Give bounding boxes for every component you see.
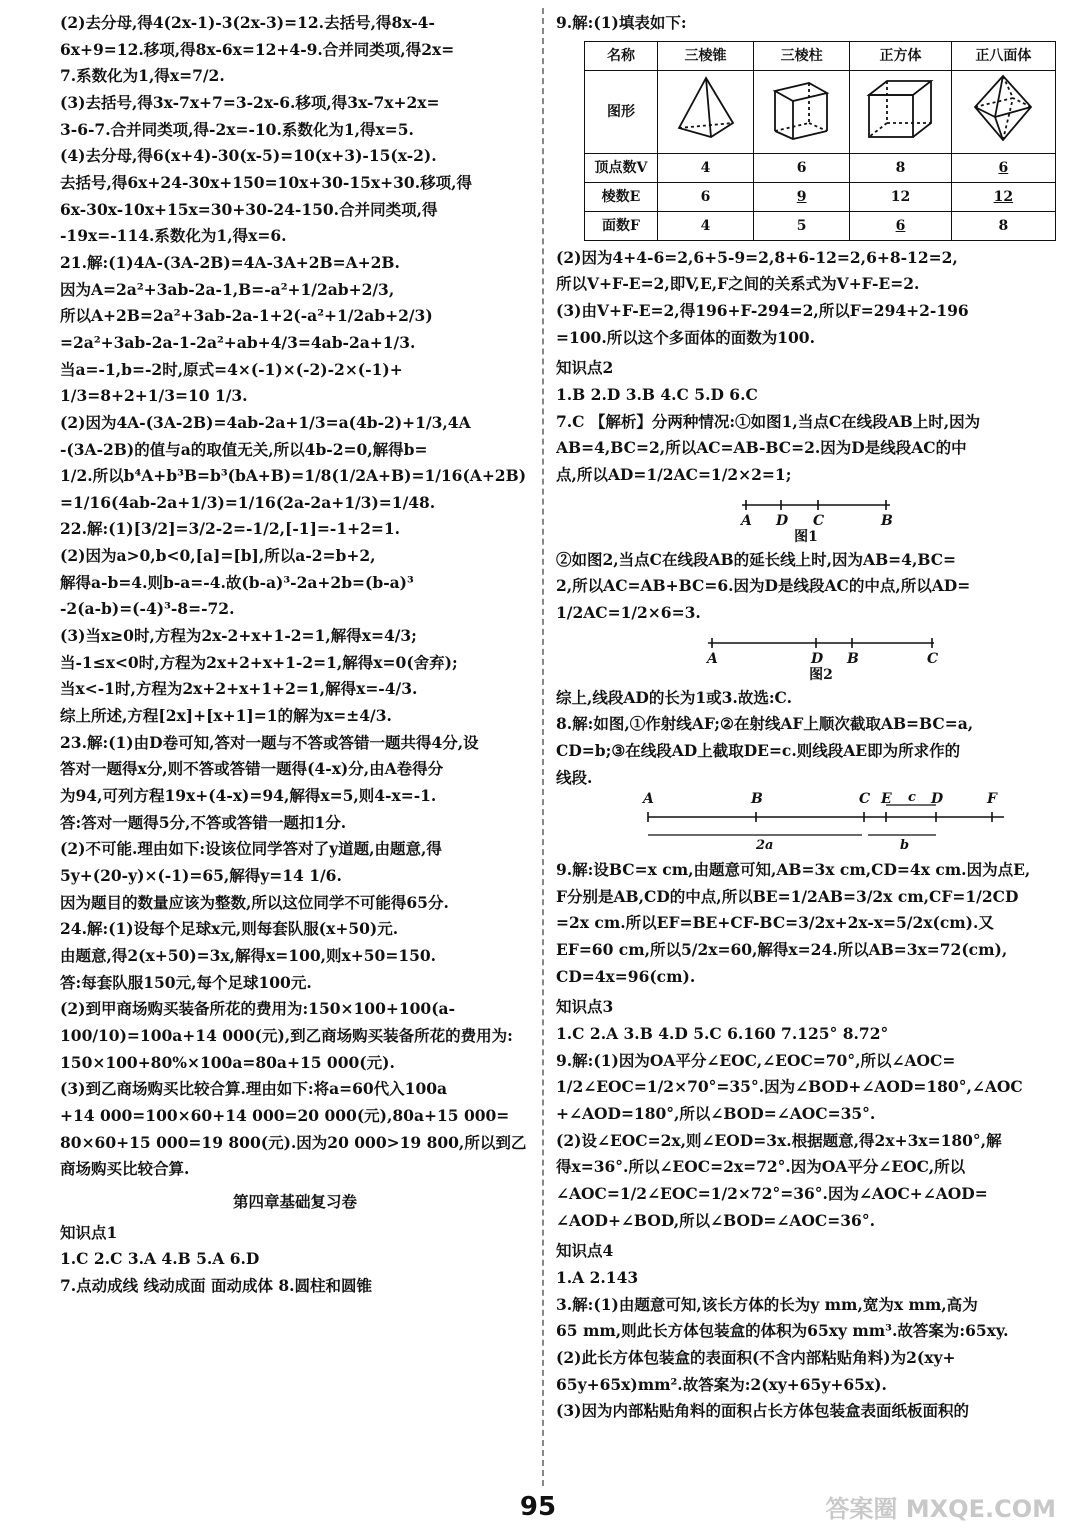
text-line: 5y+(20-y)×(-1)=65,解得y=14 1/6. bbox=[60, 866, 342, 885]
text-line: 23.解:(1)由D卷可知,答对一题与不答或答错一题共得4分,设 bbox=[60, 732, 479, 752]
table-shape-row bbox=[585, 70, 1056, 153]
point-label: D bbox=[811, 650, 824, 667]
text-line: AB=4,BC=2,所以AC=AB-BC=2.因为D是线段AC的中 bbox=[556, 438, 967, 458]
text-line: 1/2AC=1/2×6=3. bbox=[556, 602, 701, 622]
text-line: 答:答对一题得5分,不答或答错一题扣1分. bbox=[60, 812, 347, 832]
text-line: 所以V+F-E=2,即V,E,F之间的关系式为V+F-E=2. bbox=[556, 274, 920, 294]
text-line: (3)当x≥0时,方程为2x-2+x+1-2=1,解得x=4/3; bbox=[60, 626, 417, 646]
table-cell bbox=[850, 211, 952, 240]
text-line: (2)去分母,得4(2x-1)-3(2x-3)=12.去括号,得8x-4- bbox=[60, 13, 435, 32]
text-line: 综上所述,方程[2x]+[x+1]=1的解为x=±4/3. bbox=[60, 706, 392, 726]
table-header-cell: 正八面体 bbox=[951, 41, 1055, 70]
table-cell bbox=[850, 182, 952, 211]
table-cell bbox=[754, 153, 850, 182]
table-cell bbox=[657, 153, 753, 182]
text-line: 6x-30x-10x+15x=30+30-24-150.合并同类项,得 bbox=[60, 199, 438, 219]
table-cell bbox=[657, 211, 753, 240]
text-line: 解得a-b=4.则b-a=-4.故(b-a)³-2a+2b=(b-a)³ bbox=[60, 572, 414, 592]
text-line: -2(a-b)=(-4)³-8=-72. bbox=[60, 599, 235, 619]
table-header-cell: 三棱柱 bbox=[754, 41, 850, 70]
point-label: A bbox=[643, 791, 654, 808]
text-line: 1/2.所以b⁴A+b³B=b³(bA+B)=1/8(1/2A+B)=1/16(A+2B) bbox=[60, 466, 527, 486]
point-label: A bbox=[741, 512, 752, 529]
text-line: ②如图2,当点C在线段AB的延长线上时,因为AB=4,BC= bbox=[556, 549, 957, 569]
point-label: B bbox=[847, 650, 859, 667]
cell-value: 12 bbox=[993, 188, 1014, 205]
table-header-cell: 三棱锥 bbox=[657, 41, 753, 70]
kp3-title: 知识点3 bbox=[556, 997, 614, 1017]
text-line: 24.解:(1)设每个足球x元,则每套队服(x+50)元. bbox=[60, 919, 399, 939]
right-column bbox=[556, 10, 1064, 1425]
text-line: 1/2∠EOC=1/2×70°=35°.因为∠BOD+∠AOD=180°,∠AOC bbox=[556, 1077, 1023, 1097]
cell-value: 6 bbox=[796, 159, 807, 176]
left-text-lines bbox=[60, 10, 530, 1183]
text-line: -(3A-2B)的值与a的取值无关,所以4b-2=0,解得b= bbox=[60, 439, 428, 459]
text-line: 1.C 2.A 3.B 4.D 5.C 6.160 7.125° 8.72° bbox=[556, 1024, 889, 1044]
text-line: 9.解:(1)因为OA平分∠EOC,∠EOC=70°,所以∠AOC= bbox=[556, 1050, 956, 1070]
text-line: (4)去分母,得6(x+4)-30(x-5)=10(x+3)-15(x-2). bbox=[60, 146, 437, 166]
cell-value: 9 bbox=[796, 188, 807, 205]
text-line: (2)不可能.理由如下:设该位同学答对了y道题,由题意,得 bbox=[60, 839, 442, 859]
point-label: C bbox=[927, 650, 939, 667]
point-label: D bbox=[931, 791, 944, 808]
q9-intro: 9.解:(1)填表如下: bbox=[556, 13, 687, 32]
table-cell bbox=[850, 153, 952, 182]
table-row bbox=[585, 153, 1056, 182]
text-line: =1/16(4ab-2a+1/3)=1/16(2a-2a+1/3)=1/48. bbox=[60, 492, 436, 512]
triangular-prism-figure bbox=[754, 70, 850, 153]
text-line: CD=b;③在线段AD上截取DE=c.则线段AE即为所求作的 bbox=[556, 740, 961, 760]
table-cell bbox=[754, 182, 850, 211]
point-label: A bbox=[707, 650, 718, 667]
text-line: (3)去括号,得3x-7x+7=3-2x-6.移项,得3x-7x+2x= bbox=[60, 92, 440, 112]
text-line: (2)此长方体包装盒的表面积(不含内部粘贴角料)为2(xy+ bbox=[556, 1347, 956, 1367]
kp4-answers bbox=[556, 1265, 1064, 1425]
point-label: D bbox=[776, 512, 789, 529]
text-line: 因为A=2a²+3ab-2a-1,B=-a²+1/2ab+2/3, bbox=[60, 279, 395, 299]
text-line: 8.解:如图,①作射线AF;②在射线AF上顺次截取AB=BC=a, bbox=[556, 714, 974, 734]
polyhedron-table bbox=[584, 41, 1056, 241]
row-label: 面数F bbox=[585, 211, 658, 240]
q8-lines bbox=[556, 685, 1064, 792]
text-line: 1.A 2.143 bbox=[556, 1268, 639, 1287]
column-divider bbox=[542, 8, 544, 1486]
point-label: B bbox=[881, 512, 893, 529]
table-header-row bbox=[585, 41, 1056, 70]
text-line: ∠AOD+∠BOD,所以∠BOD=∠AOC=36°. bbox=[556, 1210, 875, 1230]
text-line: F分别是AB,CD的中点,所以BE=1/2AB=3/2x cm,CF=1/2CD bbox=[556, 886, 1019, 906]
segment-mark: b bbox=[900, 838, 910, 854]
text-line: =2x cm.所以EF=BE+CF-BC=3/2x+2x-x=5/2x(cm).又 bbox=[556, 913, 994, 933]
text-line: 所以A+2B=2a²+3ab-2a-1+2(-a²+1/2ab+2/3) bbox=[60, 306, 433, 326]
text-line: =2a²+3ab-2a-1-2a²+ab+4/3=4ab-2a+1/3. bbox=[60, 332, 416, 352]
text-line: 去括号,得6x+24-30x+150=10x+30-15x+30.移项,得 bbox=[60, 172, 473, 192]
table-row bbox=[585, 182, 1056, 211]
kp3-answers bbox=[556, 1021, 1064, 1234]
table-header-cell: 正方体 bbox=[850, 41, 952, 70]
text-line: +∠AOD=180°,所以∠BOD=∠AOC=35°. bbox=[556, 1104, 876, 1124]
cell-value: 4 bbox=[700, 159, 711, 176]
text-line: (2)因为4+4-6=2,6+5-9=2,8+6-12=2,6+8-12=2, bbox=[556, 247, 958, 267]
text-line: 65 mm,则此长方体包装盒的体积为65xy mm³.故答案为:65xy. bbox=[556, 1321, 1009, 1341]
text-line: 商场购买比较合算. bbox=[60, 1159, 190, 1179]
figure-2-caption: 图2 bbox=[809, 666, 833, 683]
text-line: EF=60 cm,所以5/2x=60,解得x=24.所以AB=3x=72(cm), bbox=[556, 940, 1008, 960]
segment-mark: c bbox=[908, 791, 916, 806]
row-label: 顶点数V bbox=[585, 153, 658, 182]
cell-value: 4 bbox=[700, 217, 711, 234]
text-line: 答对一题得x分,则不答或答错一题得(4-x)分,由A卷得分 bbox=[60, 759, 444, 779]
text-line: 21.解:(1)4A-(3A-2B)=4A-3A+2B=A+2B. bbox=[60, 252, 400, 272]
text-line: (2)因为a>0,b<0,[a]=[b],所以a-2=b+2, bbox=[60, 546, 376, 566]
text-line: (3)到乙商场购买比较合算.理由如下:将a=60代入100a bbox=[60, 1079, 448, 1099]
text-line: CD=4x=96(cm). bbox=[556, 966, 696, 986]
point-label: C bbox=[813, 512, 825, 529]
point-label: C bbox=[859, 791, 871, 808]
text-line: 65y+65x)mm².故答案为:2(xy+65y+65x). bbox=[556, 1374, 887, 1394]
figure-1-caption: 图1 bbox=[794, 528, 818, 545]
text-line: +14 000=100×60+14 000=20 000(元),80a+15 000= bbox=[60, 1105, 510, 1125]
text-line: -19x=-114.系数化为1,得x=6. bbox=[60, 226, 287, 246]
octahedron-figure bbox=[951, 70, 1055, 153]
text-line: 80×60+15 000=19 800(元).因为20 000>19 800,所以到乙 bbox=[60, 1132, 527, 1152]
text-line: (3)由V+F-E=2,得196+F-294=2,所以F=294+2-196 bbox=[556, 300, 969, 320]
text-line: 由题意,得2(x+50)=3x,解得x=100,则x+50=150. bbox=[60, 945, 437, 965]
point-label: B bbox=[751, 791, 763, 808]
text-line: 100/10)=100a+14 000(元),到乙商场购买装备所花的费用为: bbox=[60, 1025, 513, 1045]
cell-value: 6 bbox=[700, 188, 711, 205]
text-line: 2,所以AC=AB+BC=6.因为D是线段AC的中点,所以AD= bbox=[556, 576, 971, 596]
q9b-lines bbox=[556, 857, 1064, 990]
point-label: E bbox=[881, 791, 892, 808]
text-line: (2)因为4A-(3A-2B)=4ab-2a+1/3=a(4b-2)+1/3,4A bbox=[60, 412, 471, 432]
kp1-answers bbox=[60, 1246, 530, 1299]
row-label: 棱数E bbox=[585, 182, 658, 211]
text-line: 当x<-1时,方程为2x+2+x+1+2=1,解得x=-4/3. bbox=[60, 679, 418, 699]
cell-value: 8 bbox=[998, 217, 1009, 234]
text-line: 1/3=8+2+1/3=10 1/3. bbox=[60, 386, 248, 406]
text-line: 答:每套队服150元,每个足球100元. bbox=[60, 972, 312, 992]
kp2-answers bbox=[556, 382, 1064, 489]
text-line: 综上,线段AD的长为1或3.故选:C. bbox=[556, 687, 793, 707]
q9-answer-lines bbox=[556, 245, 1064, 352]
cell-value: 6 bbox=[998, 159, 1009, 176]
table-cell bbox=[951, 211, 1055, 240]
point-label: F bbox=[987, 791, 997, 808]
page-number: 95 bbox=[519, 1492, 557, 1522]
text-line: 1.C 2.C 3.A 4.B 5.A 6.D bbox=[60, 1249, 260, 1269]
text-line: ∠AOC=1/2∠EOC=1/2×72°=36°.因为∠AOC+∠AOD= bbox=[556, 1184, 988, 1204]
cell-value: 12 bbox=[890, 188, 911, 205]
text-line: 当-1≤x<0时,方程为2x+2+x+1-2=1,解得x=0(舍弃); bbox=[60, 652, 458, 672]
table-cell bbox=[951, 182, 1055, 211]
table-cell bbox=[657, 182, 753, 211]
cell-value: 5 bbox=[796, 217, 807, 234]
text-line: 当a=-1,b=-2时,原式=4×(-1)×(-2)-2×(-1)+ bbox=[60, 359, 403, 379]
text-line: 因为题目的数量应该为整数,所以这位同学不可能得65分. bbox=[60, 892, 449, 912]
text-line: (3)因为内部粘贴角料的面积占长方体包装盒表面纸板面积的 bbox=[556, 1401, 969, 1421]
table-cell bbox=[951, 153, 1055, 182]
cell-value: 8 bbox=[895, 159, 906, 176]
text-line: 得x=36°.所以∠EOC=2x=72°.因为OA平分∠EOC,所以 bbox=[556, 1157, 966, 1177]
figure-3 bbox=[556, 791, 1064, 857]
segment-mark: 2a bbox=[756, 838, 774, 854]
kp4-title: 知识点4 bbox=[556, 1241, 614, 1261]
text-line: 为94,可列方程19x+(4-x)=94,解得x=5,则4-x=-1. bbox=[60, 786, 437, 806]
kp2-title: 知识点2 bbox=[556, 358, 614, 378]
text-line: 1.B 2.D 3.B 4.C 5.D 6.C bbox=[556, 384, 758, 404]
text-line: 7.点动成线 线动成面 面动成体 8.圆柱和圆锥 bbox=[60, 1275, 373, 1295]
tetrahedron-figure bbox=[657, 70, 753, 153]
watermark: 答案圈 MXQE.COM bbox=[825, 1495, 1056, 1523]
left-column bbox=[60, 10, 530, 1300]
text-line: 点,所以AD=1/2AC=1/2×2=1; bbox=[556, 464, 792, 484]
cell-value: 6 bbox=[895, 217, 906, 234]
table-header-cell: 名称 bbox=[585, 41, 658, 70]
cube-figure bbox=[850, 70, 952, 153]
text-line: (2)设∠EOC=2x,则∠EOD=3x.根据题意,得2x+3x=180°,解 bbox=[556, 1130, 1002, 1150]
text-line: 150×100+80%×100a=80a+15 000(元). bbox=[60, 1052, 395, 1072]
text-line: 7.系数化为1,得x=7/2. bbox=[60, 66, 225, 86]
text-line: 9.解:设BC=x cm,由题意可知,AB=3x cm,CD=4x cm.因为点E, bbox=[556, 860, 1031, 880]
kp1-title: 知识点1 bbox=[60, 1222, 118, 1242]
table-row bbox=[585, 211, 1056, 240]
q7-case2-lines bbox=[556, 547, 1064, 627]
text-line: 3-6-7.合并同类项,得-2x=-10.系数化为1,得x=5. bbox=[60, 119, 414, 139]
text-line: 22.解:(1)[3/2]=3/2-2=-1/2,[-1]=-1+2=1. bbox=[60, 519, 401, 539]
text-line: 7.C 【解析】分两种情况:①如图1,当点C在线段AB上时,因为 bbox=[556, 411, 981, 431]
chapter-title: 第四章基础复习卷 bbox=[232, 1191, 357, 1211]
text-line: 线段. bbox=[556, 767, 593, 787]
text-line: 3.解:(1)由题意可知,该长方体的长为y mm,宽为x mm,高为 bbox=[556, 1294, 978, 1314]
shape-row-label: 图形 bbox=[585, 70, 658, 153]
figure-2 bbox=[556, 627, 1064, 685]
figure-1 bbox=[556, 489, 1064, 547]
text-line: =100.所以这个多面体的面数为100. bbox=[556, 327, 815, 347]
table-cell bbox=[754, 211, 850, 240]
text-line: (2)到甲商场购买装备所花的费用为:150×100+100(a- bbox=[60, 999, 456, 1019]
text-line: 6x+9=12.移项,得8x-6x=12+4-9.合并同类项,得2x= bbox=[60, 39, 455, 59]
